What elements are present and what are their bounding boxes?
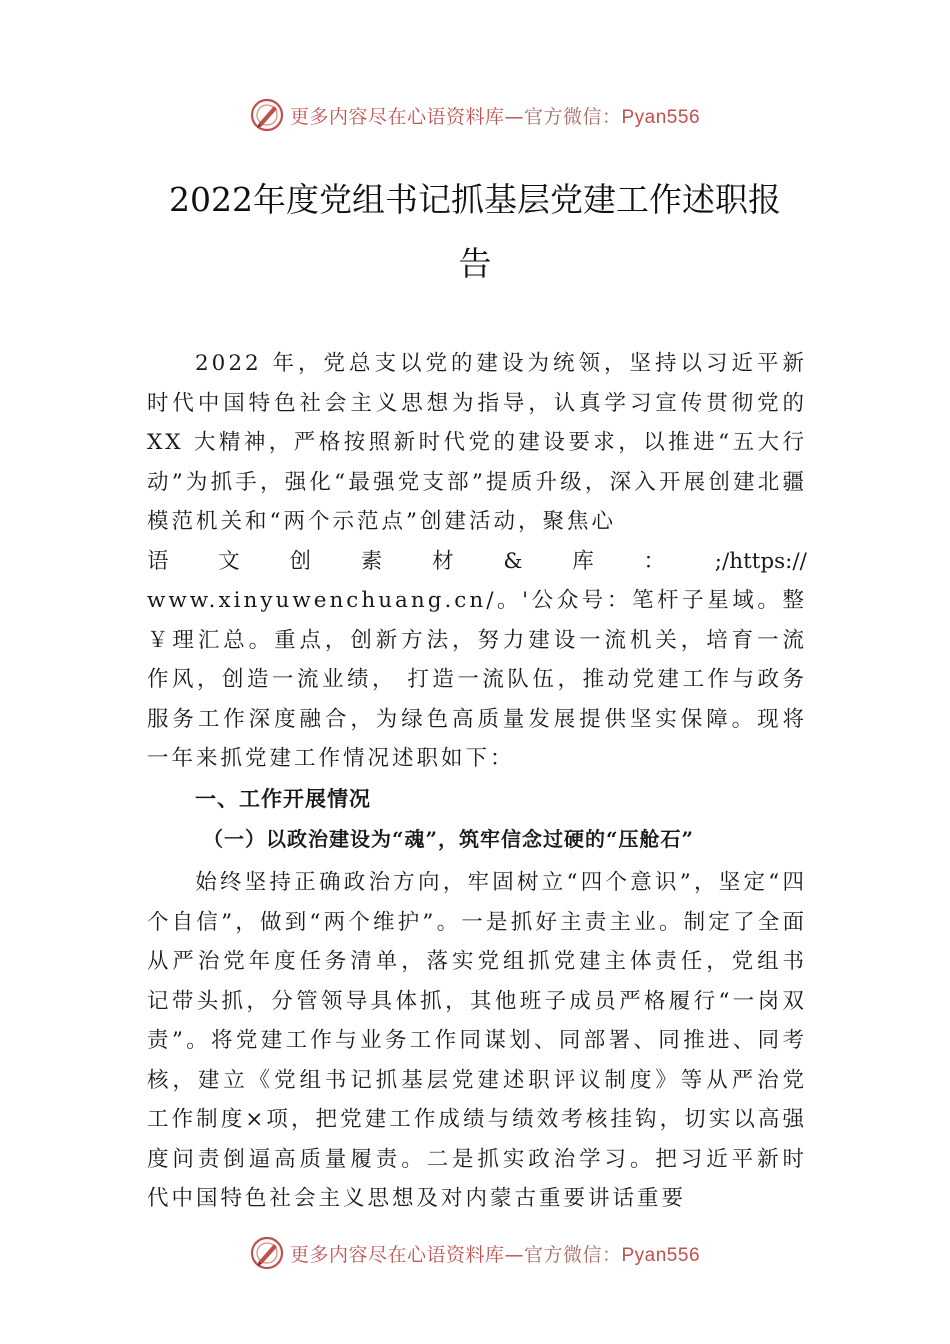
banner-main-text: 更多内容尽在心语资料库 bbox=[289, 1243, 505, 1266]
banner-wechat-id: Pyan556 bbox=[621, 1244, 701, 1266]
url-char: 素 bbox=[360, 548, 383, 574]
intro-text-start: 2022 年，党总支以党的建设为统领，坚持以习近平新时代中国特色社会主义思想为指导，认真学习宣传贯彻党的XX 大精神，严格按照新时代党的建设要求，以推进“五大行动”为抓手，强化“最强党支部”提质升级，深入开展创建北疆模范机关和“两个示范点”创建活动，聚焦心 bbox=[147, 351, 807, 534]
url-char: 语 bbox=[147, 548, 169, 574]
url-char: 文 bbox=[218, 548, 240, 574]
banner-wechat-id: Pyan556 bbox=[621, 106, 701, 128]
url-spread-line bbox=[147, 542, 807, 582]
pen-logo-icon bbox=[250, 1236, 284, 1270]
url-char: & bbox=[503, 548, 523, 574]
document-title bbox=[140, 168, 810, 296]
header-banner bbox=[0, 95, 950, 135]
url-char: ： bbox=[643, 548, 665, 574]
paragraph-political bbox=[147, 863, 807, 1219]
url-char: 材 bbox=[432, 548, 454, 574]
footer-banner bbox=[0, 1233, 950, 1273]
banner-wechat-label: 官方微信： bbox=[523, 105, 622, 128]
banner-text bbox=[290, 102, 700, 129]
title-line-2: 告 bbox=[458, 244, 492, 283]
url-char: 创 bbox=[289, 548, 312, 574]
url-char: 库 bbox=[572, 548, 594, 574]
subsection-heading: （一）以政治建设为“魂”，筑牢信念过硬的“压舱石” bbox=[203, 827, 695, 851]
intro-text-end: www.xinyuwenchuang.cn/。'公众号：笔杆子星域。整￥理汇总。重点，创新方法，努力建设一流机关，培育一流作风，创造一流业绩， 打造一流队伍，推动党建工作与政务服务工作深度融合，为绿色高质量发展提供坚实保障。现将一年来抓党建工作情况述职如下： bbox=[147, 588, 807, 771]
pen-logo-icon bbox=[250, 98, 284, 132]
section-heading: 一、工作开展情况 bbox=[195, 787, 371, 811]
banner-main-text: 更多内容尽在心语资料库 bbox=[289, 105, 505, 128]
banner-separator: — bbox=[504, 1243, 524, 1266]
paragraph-intro bbox=[147, 344, 807, 779]
banner-separator: — bbox=[504, 105, 524, 128]
political-text: 始终坚持正确政治方向，牢固树立“四个意识”，坚定“四个自信”，做到“两个维护”。一是抓好主责主业。制定了全面从严治党年度任务清单，落实党组抓党建主体责任，党组书记带头抓，分管领导具体抓，其他班子成员严格履行“一岗双责”。将党建工作与业务工作同谋划、同部署、同推进、同考核，建立《党组书记抓基层党建述职评议制度》等从严治党工作制度×项，把党建工作成绩与绩效考核挂钩，切实以高强度问责倒逼高质量履责。二是抓实政治学习。把习近平新时代中国特色社会主义思想及对内蒙古重要讲话重要 bbox=[147, 870, 807, 1211]
banner-text bbox=[290, 1240, 700, 1267]
title-line-1: 2022年度党组书记抓基层党建工作述职报 bbox=[169, 180, 781, 219]
banner-wechat-label: 官方微信： bbox=[523, 1243, 622, 1266]
url-char: ;/https:// bbox=[714, 548, 807, 574]
